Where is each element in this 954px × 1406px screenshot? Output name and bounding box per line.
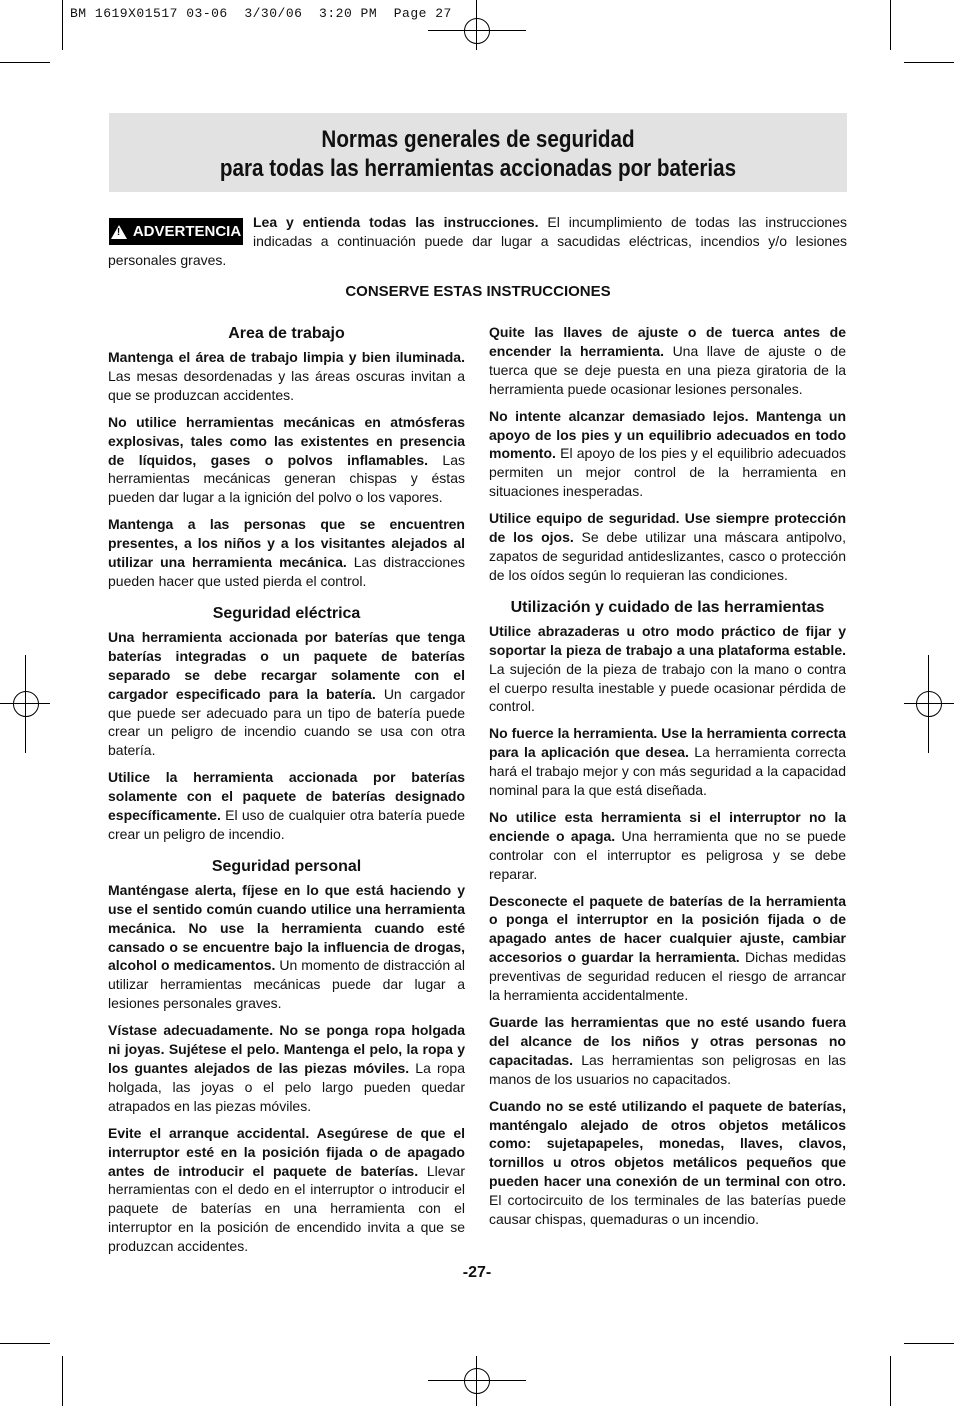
- warning-text: El incumplimiento de todas las instrucciones indicadas a continuación puede dar lugar a sacudidas eléctricas, incendios y/o lesiones personales graves.: [108, 214, 848, 268]
- paragraph: Vístase adecuadamente. No se ponga ropa holgada ni joyas. Sujétese el pelo. Mantenga el pelo, la ropa y los guantes alejados de las piezas móviles. La ropa holgada, las joyas o el pelo largo pueden quedar atrapados en las piezas móviles.: [108, 1022, 465, 1114]
- warning-triangle-icon: !: [111, 225, 127, 239]
- section-heading-seguridad-personal: Seguridad personal: [211, 857, 362, 875]
- right-column: [489, 323, 846, 1237]
- paragraph: Cuando no se esté utilizando el paquete de baterías, manténgalo alejado de otros objetos metálicos como: sujetapapeles, monedas, llaves, clavos, tornillos u otros objetos metálicos pequeños que pueden hacer una conexión de un terminal con otro. El cortocircuito de los terminales de las baterías puede causar chispas, quemaduras o un incendio.: [489, 1097, 846, 1228]
- page-title: [109, 113, 847, 192]
- paragraph: Guarde las herramientas que no esté usando fuera del alcance de los niños y otras personas no capacitadas. Las herramientas son peligrosas en las manos de los usuarios no capacitados.: [489, 1014, 846, 1087]
- section-heading-seguridad-electrica: Seguridad eléctrica: [212, 604, 361, 622]
- page-number: -27-: [462, 1264, 492, 1281]
- warning-bold: Lea y entienda todas las instrucciones.: [253, 214, 539, 230]
- section-heading-utilizacion-cuidado: Utilización y cuidado de las herramientas: [510, 598, 825, 616]
- paragraph: Desconecte el paquete de baterías de la herramienta o ponga el interruptor en la posición fijada o de apagado antes de hacer cualquier ajuste, cambiar accesorios o guardar la herramienta. Dichas medidas preventivas de seguridad reducen el riesgo de arrancar la herramienta accidentalmente.: [489, 892, 846, 1004]
- paragraph: Manténgase alerta, fíjese en lo que está haciendo y use el sentido común cuando utilice una herramienta mecánica. No use la herramienta cuando esté cansado o se encuentre bajo la influencia de drogas, alcohol o medicamentos. Un momento de distracción al utilizar herramientas mecánicas puede dar lugar a lesiones personales graves.: [108, 881, 465, 1012]
- printer-slug: BM 1619X01517 03-06 3/30/06 3:20 PM Page 27: [70, 6, 452, 21]
- page-title-line-2: para todas las herramientas accionadas por baterias: [219, 155, 737, 182]
- paragraph: No utilice herramientas mecánicas en atmósferas explosivas, tales como las existentes en presencia de líquidos, gases o polvos inflamables. Las herramientas mecánicas generan chispas y éstas pueden dar lugar a la ignición del polvo o los vapores.: [108, 413, 465, 506]
- paragraph: Utilice la herramienta accionada por baterías solamente con el paquete de baterías designado específicamente. El uso de cualquier otra batería puede crear un peligro de incendio.: [108, 769, 465, 842]
- paragraph: Una herramienta accionada por baterías que tenga baterías integradas o un paquete de baterías separado se debe recargar solamente con el cargador especificado para la batería. Un cargador que puede ser adecuado para un tipo de batería puede crear un peligro de incendio cuando se usa con otra batería.: [108, 628, 465, 759]
- paragraph: Quite las llaves de ajuste o de tuerca antes de encender la herramienta. Una llave de ajuste o de tuerca que se deje puesta en una pieza giratoria de la herramienta puede ocasionar lesiones personales.: [489, 324, 846, 397]
- paragraph: Utilice equipo de seguridad. Use siempre protección de los ojos. Se debe utilizar una máscara antipolvo, zapatos de seguridad antideslizantes, casco o protección de los oídos según lo requieran las condiciones.: [489, 510, 846, 583]
- warning-badge: [109, 218, 243, 245]
- paragraph: Mantenga a las personas que se encuentren presentes, a los niños y a los visitantes alejados al utilizar una herramienta mecánica. Las distracciones pueden hacer que usted pierda el control.: [108, 516, 465, 589]
- warning-badge-label: ADVERTENCIA: [132, 223, 242, 240]
- paragraph: Mantenga el área de trabajo limpia y bien iluminada. Las mesas desordenadas y las áreas oscuras invitan a que se produzcan accidentes.: [108, 349, 465, 403]
- paragraph: Utilice abrazaderas u otro modo práctico de fijar y soportar la pieza de trabajo a una plataforma estable. La sujeción de la pieza de trabajo con la mano o contra el cuerpo resulta inestable y puede ocasionar pérdida de control.: [489, 622, 846, 715]
- paragraph: Evite el arranque accidental. Asegúrese de que el interruptor esté en la posición fijada o de apagado antes de introducir el paquete de baterías. Llevar herramientas con el dedo en el interruptor o introducir el paquete de baterías en una herramienta con el interruptor en la posición de encendido invita a que se produzcan accidentes.: [108, 1124, 465, 1255]
- paragraph: No utilice esta herramienta si el interruptor no la enciende o apaga. Una herramienta que no se puede controlar con el interruptor es peligrosa y se debe reparar.: [489, 808, 846, 882]
- paragraph: No fuerce la herramienta. Use la herramienta correcta para la aplicación que desea. La herramienta correcta hará el trabajo mejor y con más seguridad a la capacidad nominal para la que está diseñada.: [489, 725, 846, 799]
- conserve-heading: CONSERVE ESTAS INSTRUCCIONES: [345, 283, 611, 300]
- left-column: [108, 323, 465, 1264]
- section-heading-area-trabajo: Area de trabajo: [228, 325, 345, 342]
- page-title-line-1: Normas generales de seguridad: [321, 126, 635, 153]
- paragraph: No intente alcanzar demasiado lejos. Mantenga un apoyo de los pies y un equilibrio adecuados en todo momento. El apoyo de los pies y el equilibrio adecuados permiten un mejor control de la herramienta en situaciones inesperadas.: [489, 407, 846, 500]
